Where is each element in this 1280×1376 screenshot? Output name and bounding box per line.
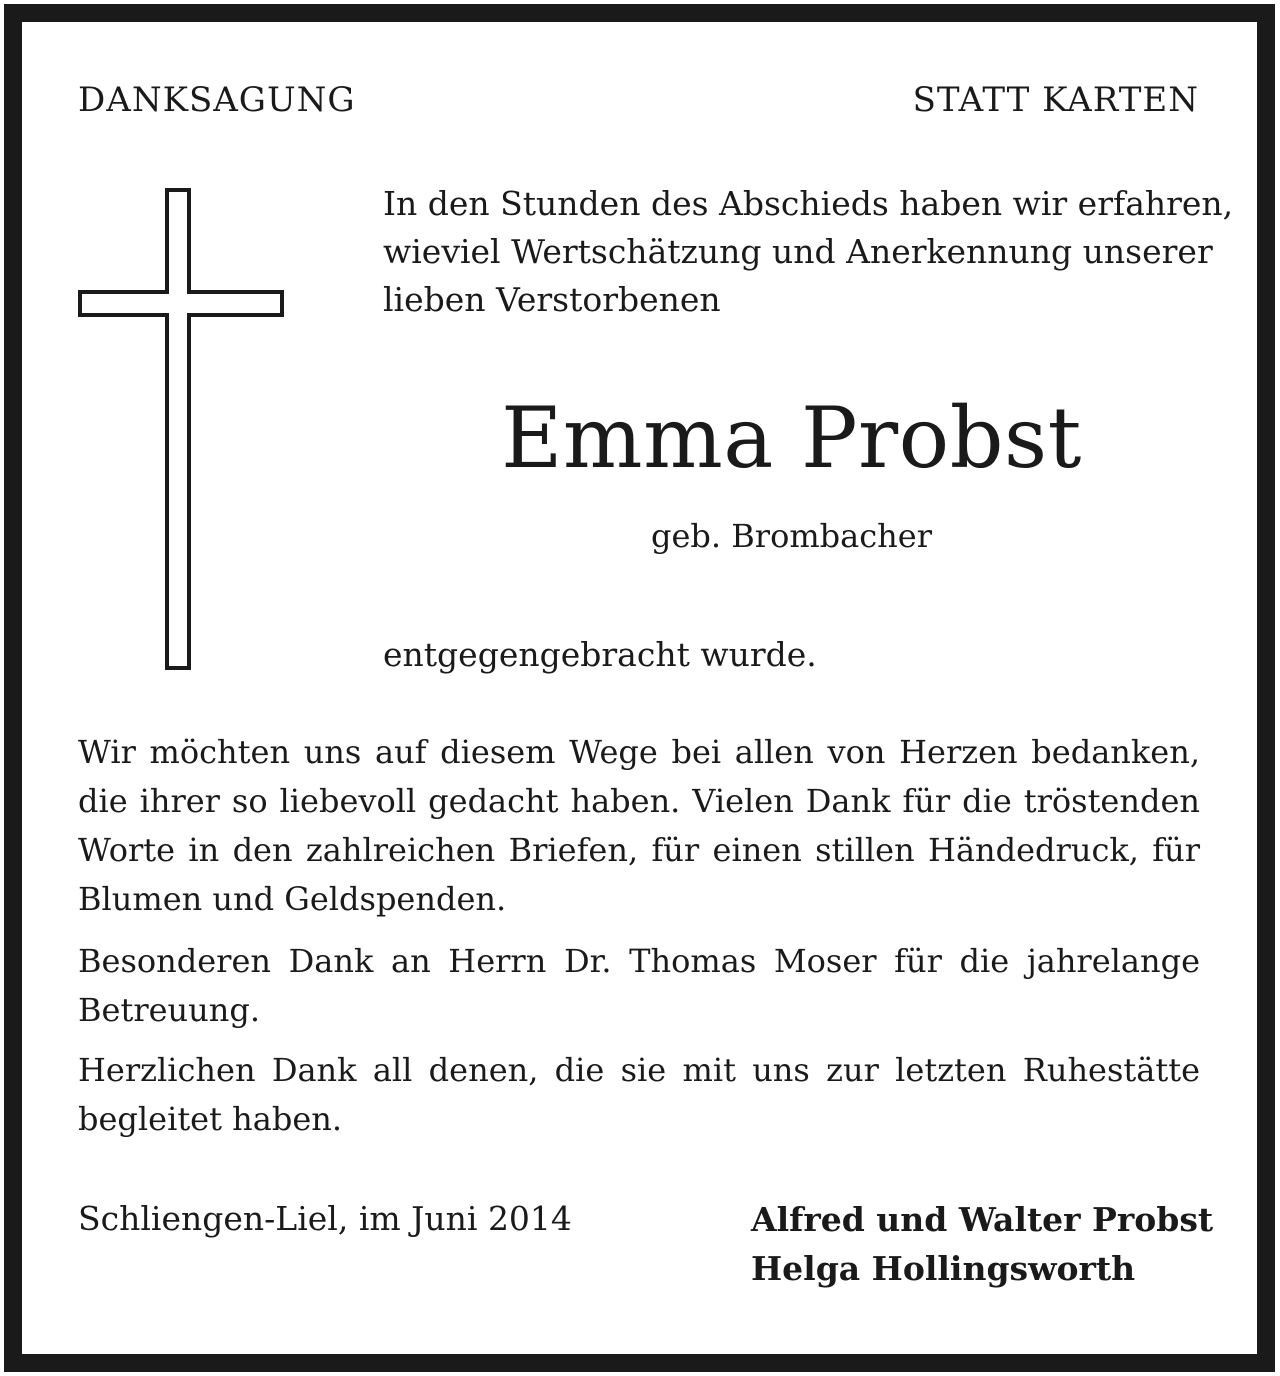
thanks-paragraph-doctor: Besonderen Dank an Herrn Dr. Thomas Moser für die jahrelange Betreuung. (78, 942, 1200, 1029)
signatories (751, 1195, 1213, 1293)
intro-closing: entgegengebracht wurde. (383, 635, 817, 674)
maiden-name: geb. Brombacher (651, 517, 932, 555)
thanks-paragraph: Wir möchten uns auf diesem Wege bei allen von Herzen bedanken, die ihrer so liebevoll gedacht haben. Vielen Dank für die tröstenden Worte in den zahlreichen Briefen, für einen stillen Händedruck, für Blumen und Geldspenden. (78, 733, 1200, 918)
intro-text (383, 180, 1233, 324)
intro-line: lieben Verstorbenen (383, 280, 721, 319)
signatory: Alfred und Walter Probst (751, 1200, 1214, 1239)
intro-line: wieviel Wertschätzung und Anerkennung unserer (383, 232, 1213, 271)
intro-line: In den Stunden des Abschieds haben wir erfahren, (383, 184, 1234, 223)
thanks-paragraph-funeral: Herzlichen Dank all denen, die sie mit uns zur letzten Ruhestätte begleitet haben. (78, 1051, 1200, 1138)
header-danksagung: DANKSAGUNG (78, 80, 356, 120)
place-date: Schliengen-Liel, im Juni 2014 (78, 1199, 572, 1238)
deceased-name: Emma Probst (501, 389, 1082, 487)
header-statt-karten: STATT KARTEN (912, 80, 1199, 120)
cross-icon (78, 188, 284, 670)
signatory: Helga Hollingsworth (751, 1249, 1136, 1288)
